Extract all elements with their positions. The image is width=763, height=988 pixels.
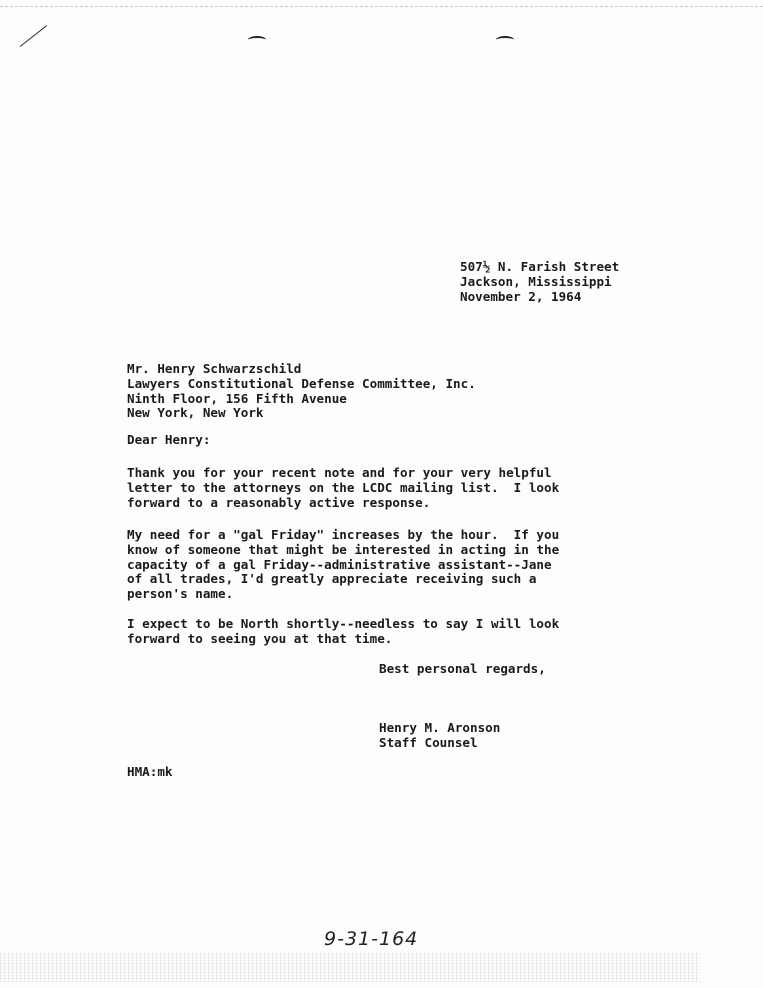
paragraph-line: forward to a reasonably active response. [127,494,431,510]
paragraph-line: Thank you for your recent note and for your very helpful [127,465,552,480]
paragraph-line: of all trades, I'd greatly appreciate receiving such a [127,571,537,587]
reference-initials: HMA:mk [127,764,173,779]
signature-block [379,721,500,751]
paragraph-line: person's name. [127,586,234,602]
return-address-line: Jackson, Mississippi [460,273,612,289]
return-address-line: 507½ N. Farish Street [460,259,620,274]
paragraph-line: My need for a "gal Friday" increases by the hour. If you [127,527,560,542]
recipient-name: Mr. Henry Schwarzschild [127,361,302,376]
paragraph-line: capacity of a gal Friday--administrative assistant--Jane [127,556,552,572]
binder-mark-left [248,36,266,44]
body-paragraph-2 [127,528,559,602]
letter-date: November 2, 1964 [460,288,582,304]
paragraph-line: letter to the attorneys on the LCDC mailing list. I look [127,479,560,495]
recipient-street: Ninth Floor, 156 Fifth Avenue [127,390,347,406]
signer-name: Henry M. Aronson [379,720,501,735]
paragraph-line: know of someone that might be interested in acting in the [127,541,560,557]
top-edge-perforation [0,0,763,7]
pen-mark [20,25,47,47]
body-paragraph-3 [127,617,559,647]
return-address [460,260,619,304]
binder-mark-right [496,36,514,44]
paragraph-line: I expect to be North shortly--needless to say I will look [127,616,560,631]
salutation: Dear Henry: [127,432,211,447]
closing: Best personal regards, [379,661,546,676]
recipient-organization: Lawyers Constitutional Defense Committee, Inc. [127,375,476,391]
handwritten-file-number: 9-31-164 [324,928,419,950]
signer-title: Staff Counsel [379,734,478,750]
scan-noise [0,952,700,982]
recipient-address [127,362,476,421]
body-paragraph-1 [127,466,559,510]
paragraph-line: forward to seeing you at that time. [127,630,393,646]
recipient-city: New York, New York [127,405,264,421]
